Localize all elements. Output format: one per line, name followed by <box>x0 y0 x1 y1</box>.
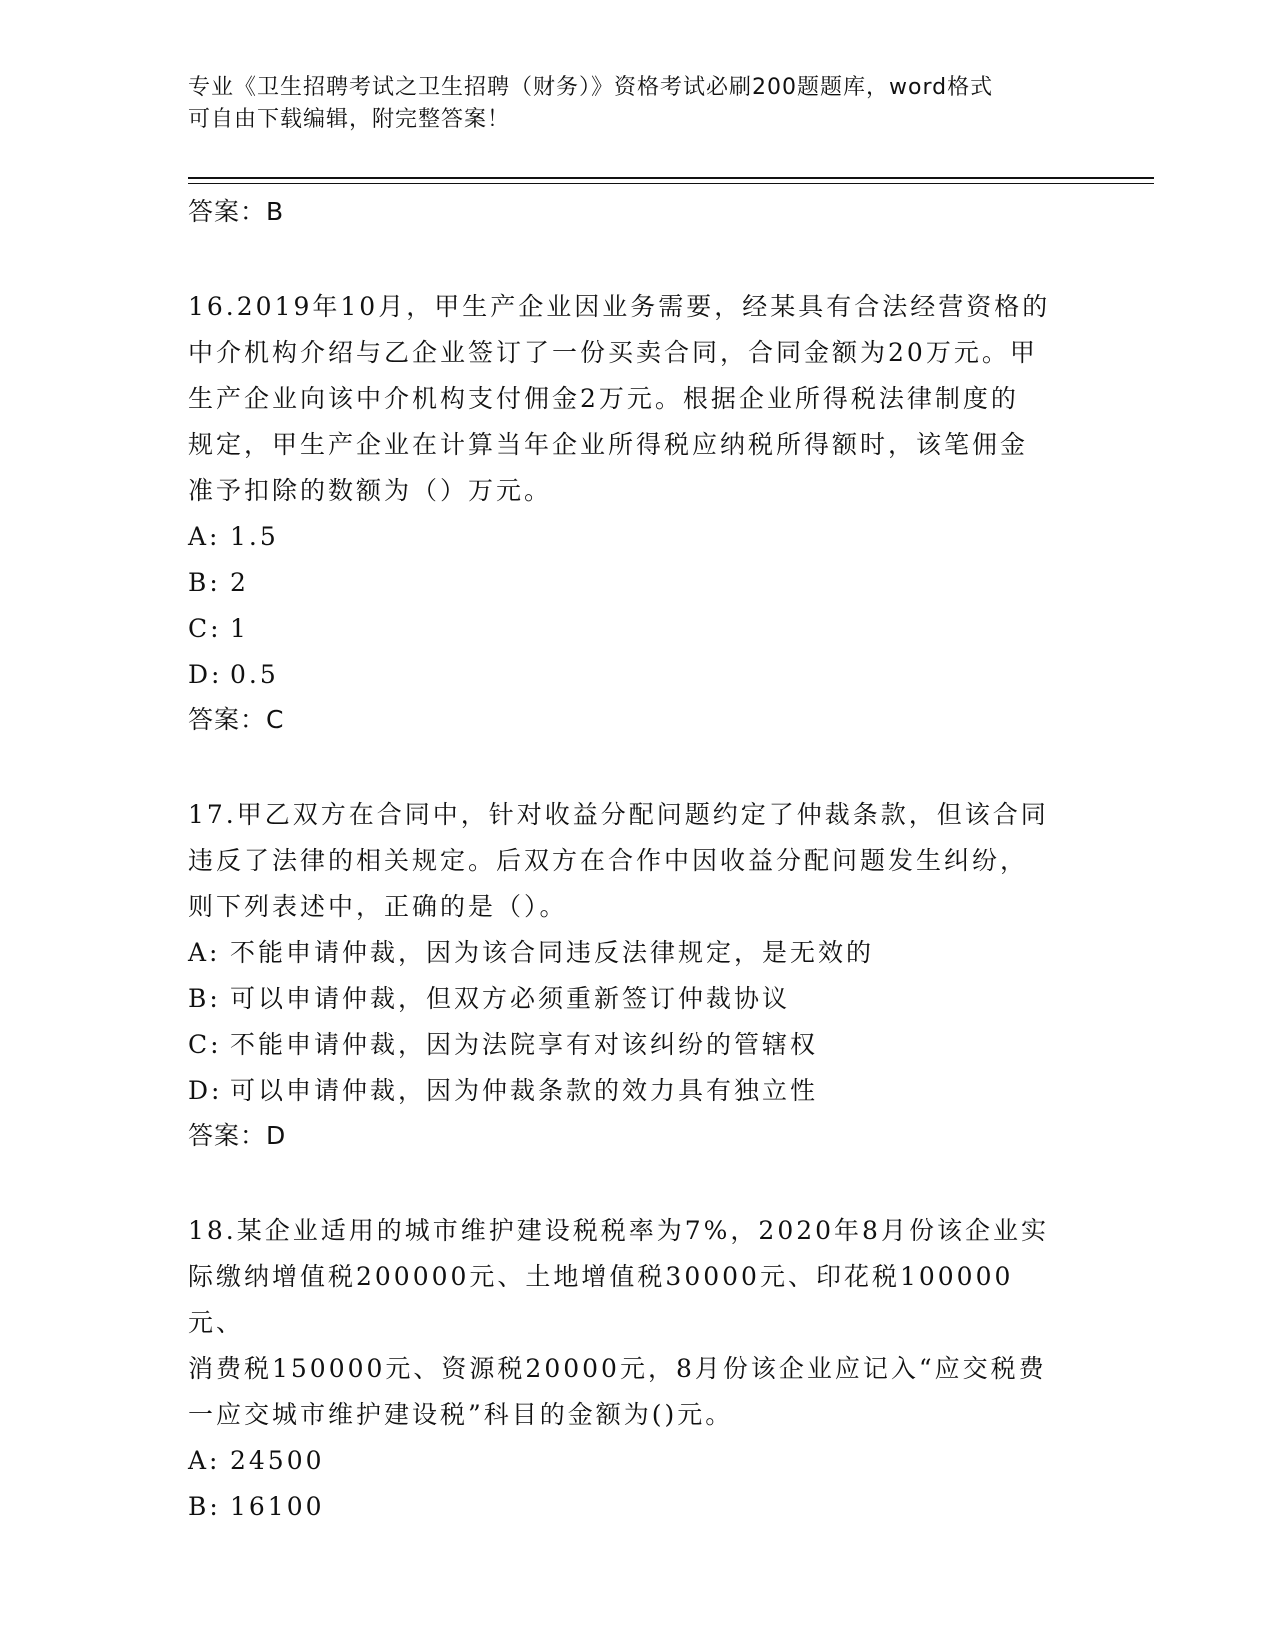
header-line-1: 专业《卫生招聘考试之卫生招聘（财务）》资格考试必刷200题题库，word格式 <box>188 75 994 100</box>
header-divider-thin <box>188 183 1154 184</box>
stem-line: 则下列表述中，正确的是（）。 <box>188 892 568 921</box>
stem-line: 16.2019年10月，甲生产企业因业务需要，经某具有合法经营资格的 <box>188 292 1051 321</box>
question-stem <box>188 284 1068 514</box>
option-b <box>188 560 1068 606</box>
stem-line: 规定，甲生产企业在计算当年企业所得税应纳税所得额时，该笔佣金 <box>188 430 1029 459</box>
option-text: 2 <box>230 568 249 597</box>
question-list <box>188 190 1068 1530</box>
option-b <box>188 976 1068 1022</box>
question-stem <box>188 1208 1068 1438</box>
stem-line: 违反了法律的相关规定。后双方在合作中因收益分配问题发生纠纷， <box>188 846 1029 875</box>
stem-line: 生产企业向该中介机构支付佣金2万元。根据企业所得税法律制度的 <box>188 384 1019 413</box>
option-letter: A: <box>188 1446 221 1475</box>
option-text: 16100 <box>230 1492 325 1521</box>
option-letter: B: <box>188 984 221 1013</box>
option-letter: A: <box>188 938 221 967</box>
option-text: 不能申请仲裁，因为法院享有对该纠纷的管辖权 <box>230 1030 819 1059</box>
option-text: 1.5 <box>230 522 279 551</box>
option-text: 24500 <box>230 1446 325 1475</box>
answer-line: 答案：B <box>188 197 285 226</box>
option-text: 可以申请仲裁，但双方必须重新签订仲裁协议 <box>230 984 791 1013</box>
option-letter: A: <box>188 522 221 551</box>
question-16 <box>188 284 1068 742</box>
answer-line: 答案：C <box>188 705 285 734</box>
stem-line: 际缴纳增值税200000元、土地增值税30000元、印花税100000元、 <box>188 1262 1014 1337</box>
option-d <box>188 652 1068 698</box>
answer-line: 答案：D <box>188 1121 287 1150</box>
question-17 <box>188 792 1068 1158</box>
option-a <box>188 514 1068 560</box>
question-stem <box>188 792 1068 930</box>
option-b <box>188 1484 1068 1530</box>
stem-line: 准予扣除的数额为（）万元。 <box>188 476 553 505</box>
option-a <box>188 930 1068 976</box>
option-text: 1 <box>230 614 249 643</box>
option-a <box>188 1438 1068 1484</box>
header-divider <box>188 177 1154 179</box>
option-c <box>188 606 1068 652</box>
stem-line: 消费税150000元、资源税20000元，8月份该企业应记入“应交税费 <box>188 1354 1047 1383</box>
option-c <box>188 1022 1068 1068</box>
option-letter: C: <box>188 614 222 643</box>
option-letter: C: <box>188 1030 222 1059</box>
question-18 <box>188 1208 1068 1530</box>
stem-line: 17.甲乙双方在合同中，针对收益分配问题约定了仲裁条款，但该合同 <box>188 800 1049 829</box>
header-line-2: 可自由下载编辑，附完整答案！ <box>188 107 511 132</box>
option-text: 可以申请仲裁，因为仲裁条款的效力具有独立性 <box>230 1076 819 1105</box>
option-text: 0.5 <box>230 660 279 689</box>
option-text: 不能申请仲裁，因为该合同违反法律规定，是无效的 <box>230 938 875 967</box>
option-letter: D: <box>188 1076 223 1105</box>
option-letter: B: <box>188 568 221 597</box>
stem-line: 18.某企业适用的城市维护建设税税率为7%，2020年8月份该企业实 <box>188 1216 1049 1245</box>
option-letter: D: <box>188 660 223 689</box>
stem-line: 中介机构介绍与乙企业签订了一份买卖合同，合同金额为20万元。甲 <box>188 338 1038 367</box>
option-d <box>188 1068 1068 1114</box>
stem-line: 一应交城市维护建设税”科目的金额为()元。 <box>188 1400 734 1429</box>
option-letter: B: <box>188 1492 221 1521</box>
page-header <box>188 72 1068 136</box>
